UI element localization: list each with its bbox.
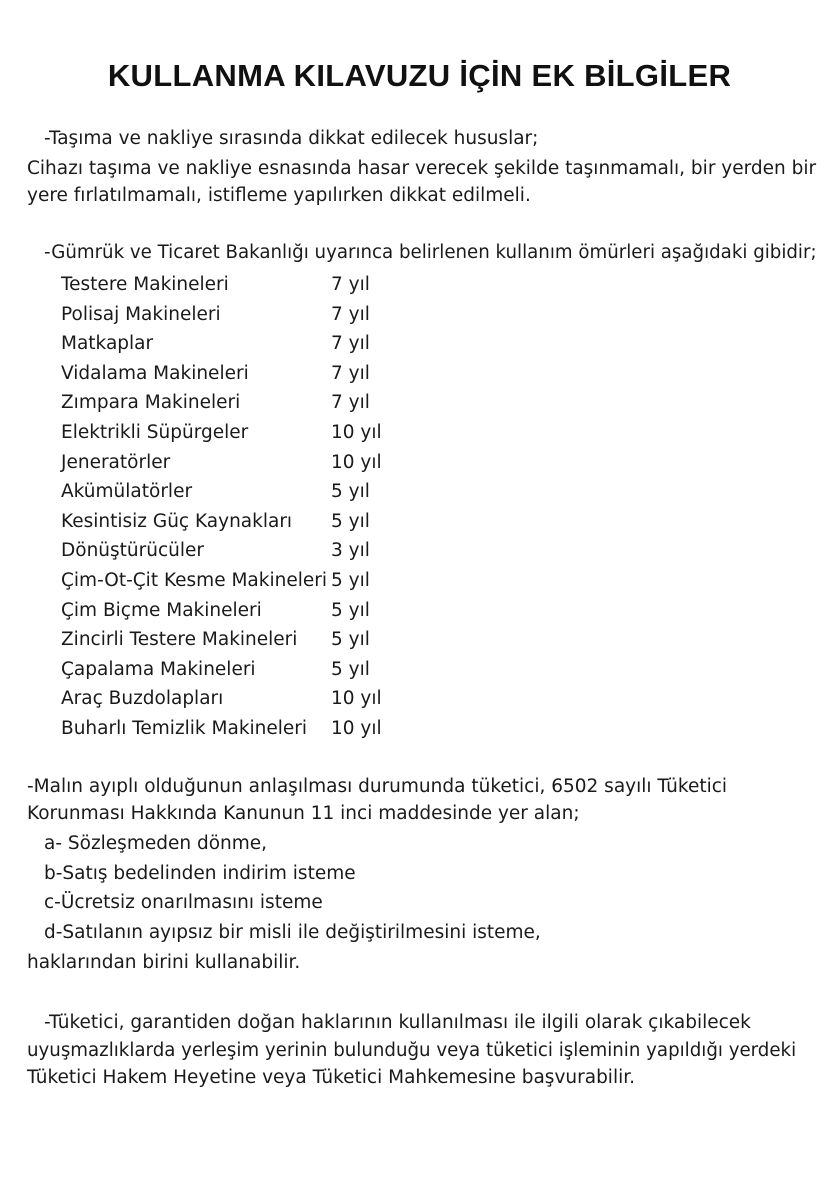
lifespan-value: 5 yıl xyxy=(331,629,370,651)
dispute-text-line-3: Tüketici Hakem Heyetine veya Tüketici Mahkemesine başvurabilir. xyxy=(27,1067,636,1088)
lifespan-value: 10 yıl xyxy=(331,451,382,473)
defect-text-line-2: Korunması Hakkında Kanunun 11 inci maddesinde yer alan; xyxy=(27,803,580,824)
lifespan-value: 7 yıl xyxy=(331,333,370,355)
product-name: Zımpara Makineleri xyxy=(61,392,241,414)
defect-option-c: c-Ücretsiz onarılmasını isteme xyxy=(44,892,323,913)
product-name: Araç Buzdolapları xyxy=(61,688,224,710)
product-name: Çim-Ot-Çit Kesme Makineleri xyxy=(61,569,327,591)
product-name: Matkaplar xyxy=(61,333,154,355)
product-name: Polisaj Makineleri xyxy=(61,303,221,325)
product-name: Testere Makineleri xyxy=(61,274,229,295)
defect-closing: haklarından birini kullanabilir. xyxy=(27,952,301,973)
lifespan-value: 5 yıl xyxy=(331,510,370,532)
dispute-text-line-1: -Tüketici, garantiden doğan haklarının kullanılması ile ilgili olarak çıkabilecek xyxy=(44,1012,751,1033)
product-name: Akümülatörler xyxy=(61,481,193,503)
defect-option-d: d-Satılanın ayıpsız bir misli ile değiştirilmesini isteme, xyxy=(44,922,541,943)
transport-text-line-2: yere fırlatılmamalı, istifleme yapılırken dikkat edilmeli. xyxy=(27,185,531,206)
product-name: Elektrikli Süpürgeler xyxy=(61,421,249,443)
product-name: Dönüştürücüler xyxy=(61,540,204,562)
defect-option-b: b-Satış bedelinden indirim isteme xyxy=(44,863,356,884)
lifespan-value: 10 yıl xyxy=(331,717,382,739)
product-name: Kesintisiz Güç Kaynakları xyxy=(61,510,293,532)
lifespan-value: 7 yıl xyxy=(331,392,370,414)
page-title: KULLANMA KILAVUZU İÇİN EK BİLGİLER xyxy=(107,58,732,93)
lifespan-value: 7 yıl xyxy=(331,362,370,384)
dispute-text-line-2: uyuşmazlıklarda yerleşim yerinin bulunduğu veya tüketici işleminin yapıldığı yerdeki xyxy=(27,1040,797,1061)
product-name: Çapalama Makineleri xyxy=(61,658,256,680)
product-name: Buharlı Temizlik Makineleri xyxy=(61,717,308,739)
lifespan-value: 7 yıl xyxy=(331,303,370,325)
defect-text-line-1: -Malın ayıplı olduğunun anlaşılması durumunda tüketici, 6502 sayılı Tüketici xyxy=(27,776,728,797)
lifespan-value: 10 yıl xyxy=(331,688,382,710)
lifespan-value: 5 yıl xyxy=(331,658,370,680)
product-name: Zincirli Testere Makineleri xyxy=(61,629,298,651)
lifespan-heading: -Gümrük ve Ticaret Bakanlığı uyarınca belirlenen kullanım ömürleri aşağıdaki gibidir; xyxy=(44,242,817,263)
lifespan-value: 5 yıl xyxy=(331,599,370,621)
product-name: Çim Biçme Makineleri xyxy=(61,599,262,621)
lifespan-value: 10 yıl xyxy=(331,421,382,443)
lifespan-value: 3 yıl xyxy=(331,540,370,562)
product-name: Vidalama Makineleri xyxy=(61,362,249,384)
product-name: Jeneratörler xyxy=(61,451,171,473)
transport-heading: -Taşıma ve nakliye sırasında dikkat edilecek hususlar; xyxy=(44,128,539,149)
defect-option-a: a- Sözleşmeden dönme, xyxy=(44,833,268,854)
transport-text-line-1: Cihazı taşıma ve nakliye esnasında hasar verecek şekilde taşınmamalı, bir yerden bir xyxy=(27,158,817,179)
lifespan-value: 5 yıl xyxy=(331,481,370,503)
lifespan-value: 5 yıl xyxy=(331,569,370,591)
lifespan-value: 7 yıl xyxy=(331,274,370,295)
